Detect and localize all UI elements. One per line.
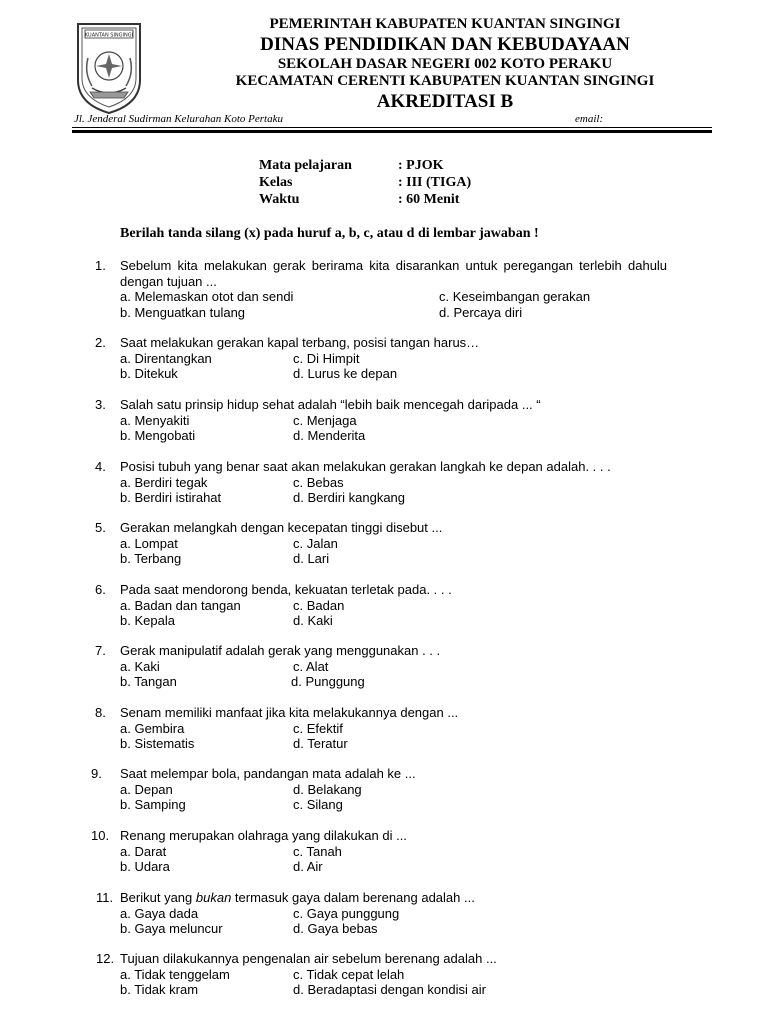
- question-text: Tujuan dilakukannya pengenalan air sebelum berenang adalah ...: [120, 951, 497, 966]
- option-c[interactable]: c. Efektif: [293, 720, 343, 736]
- svg-text:KUANTAN SINGINGI: KUANTAN SINGINGI: [84, 32, 134, 39]
- option-a[interactable]: a. Badan dan tangan: [120, 597, 241, 613]
- option-b[interactable]: b. Samping: [120, 797, 186, 812]
- option-c[interactable]: c. Keseimbangan gerakan: [439, 289, 591, 304]
- option-d[interactable]: d. Berdiri kangkang: [293, 490, 406, 505]
- header-accreditation: AKREDITASI B: [376, 91, 514, 112]
- header-department: DINAS PENDIDIKAN DAN KEBUDAYAAN: [260, 34, 630, 55]
- option-d[interactable]: d. Percaya diri: [439, 304, 523, 320]
- option-c[interactable]: c. Menjaga: [293, 412, 357, 428]
- option-c[interactable]: c. Alat: [293, 658, 329, 674]
- option-b[interactable]: b. Udara: [120, 859, 170, 874]
- option-c[interactable]: c. Di Himpit: [293, 350, 360, 366]
- question-text: Senam memiliki manfaat jika kita melakukannya dengan ...: [120, 705, 459, 720]
- option-d[interactable]: d. Lari: [293, 551, 330, 566]
- option-d[interactable]: d. Punggung: [291, 674, 365, 689]
- option-d[interactable]: d. Menderita: [293, 428, 366, 443]
- regency-seal-logo: [72, 18, 146, 116]
- option-a[interactable]: a. Darat: [120, 843, 167, 859]
- option-b[interactable]: b. Gaya meluncur: [120, 921, 223, 936]
- option-c[interactable]: d. Belakang: [293, 781, 362, 797]
- option-d[interactable]: d. Air: [293, 859, 323, 874]
- question-text: Saat melempar bola, pandangan mata adalah ke ...: [120, 766, 416, 781]
- question-text: Sebelum kita melakukan gerak berirama kita disarankan untuk peregangan terlebih dahulu: [120, 258, 668, 273]
- option-a[interactable]: a. Berdiri tegak: [120, 474, 208, 490]
- option-b[interactable]: b. Menguatkan tulang: [120, 304, 246, 320]
- option-c[interactable]: c. Gaya punggung: [293, 905, 400, 921]
- option-b[interactable]: b. Berdiri istirahat: [120, 490, 222, 505]
- option-b[interactable]: b. Tangan: [120, 674, 177, 689]
- school-address: Jl. Jenderal Sudirman Kelurahan Koto Pertaku: [74, 113, 283, 125]
- option-a[interactable]: a. Tidak tenggelam: [120, 966, 230, 982]
- option-c[interactable]: c. Tanah: [293, 843, 342, 859]
- question-text: Pada saat mendorong benda, kekuatan terletak pada. . . .: [120, 582, 452, 597]
- option-b[interactable]: b. Mengobati: [120, 428, 196, 443]
- question-text: Posisi tubuh yang benar saat akan melakukan gerakan langkah ke depan adalah. . . .: [120, 459, 611, 474]
- header-divider-thin: [72, 127, 712, 128]
- option-d[interactable]: d. Kaki: [293, 613, 333, 628]
- option-c[interactable]: c. Bebas: [293, 474, 344, 490]
- question-text-cont: dengan tujuan ...: [120, 273, 217, 289]
- option-b[interactable]: b. Sistematis: [120, 736, 195, 751]
- header-government: PEMERINTAH KABUPATEN KUANTAN SINGINGI: [269, 16, 621, 32]
- question-text: Saat melakukan gerakan kapal terbang, posisi tangan harus…: [120, 335, 480, 350]
- option-c[interactable]: c. Badan: [293, 597, 345, 613]
- option-b[interactable]: b. Kepala: [120, 613, 175, 628]
- question-text: Salah satu prinsip hidup sehat adalah “lebih baik mencegah daripada ... “: [120, 397, 541, 412]
- option-b[interactable]: b. Terbang: [120, 551, 182, 566]
- school-email: email:: [575, 113, 604, 125]
- question-text: Berikut yang bukan termasuk gaya dalam berenang adalah ...: [120, 890, 475, 905]
- option-c[interactable]: c. Jalan: [293, 535, 338, 551]
- instruction-text: Berilah tanda silang (x) pada huruf a, b, c, atau d di lembar jawaban !: [120, 226, 539, 241]
- option-a[interactable]: a. Gaya dada: [120, 905, 199, 921]
- option-a[interactable]: a. Direntangkan: [120, 350, 212, 366]
- option-d[interactable]: c. Silang: [293, 797, 343, 812]
- option-a[interactable]: a. Melemaskan otot dan sendi: [120, 289, 294, 304]
- option-a[interactable]: a. Gembira: [120, 720, 185, 736]
- option-a[interactable]: a. Menyakiti: [120, 412, 190, 428]
- option-d[interactable]: d. Lurus ke depan: [293, 366, 398, 381]
- option-d[interactable]: d. Beradaptasi dengan kondisi air: [293, 982, 486, 997]
- option-a[interactable]: a. Lompat: [120, 535, 178, 551]
- option-a[interactable]: a. Depan: [120, 781, 173, 797]
- header-divider-thick: [72, 130, 712, 133]
- option-d[interactable]: d. Teratur: [293, 736, 348, 751]
- header-district: KECAMATAN CERENTI KABUPATEN KUANTAN SINGINGI: [235, 73, 655, 89]
- question-text: Renang merupakan olahraga yang dilakukan di ...: [120, 828, 407, 843]
- question-text: Gerak manipulatif adalah gerak yang menggunakan . . .: [120, 643, 441, 658]
- option-b[interactable]: b. Tidak kram: [120, 982, 199, 997]
- option-c[interactable]: c. Tidak cepat lelah: [293, 966, 405, 982]
- option-b[interactable]: b. Ditekuk: [120, 366, 178, 381]
- header-school: SEKOLAH DASAR NEGERI 002 KOTO PERAKU: [277, 56, 613, 72]
- option-d[interactable]: d. Gaya bebas: [293, 921, 378, 936]
- question-text: Gerakan melangkah dengan kecepatan tinggi disebut ...: [120, 520, 443, 535]
- option-a[interactable]: a. Kaki: [120, 658, 160, 674]
